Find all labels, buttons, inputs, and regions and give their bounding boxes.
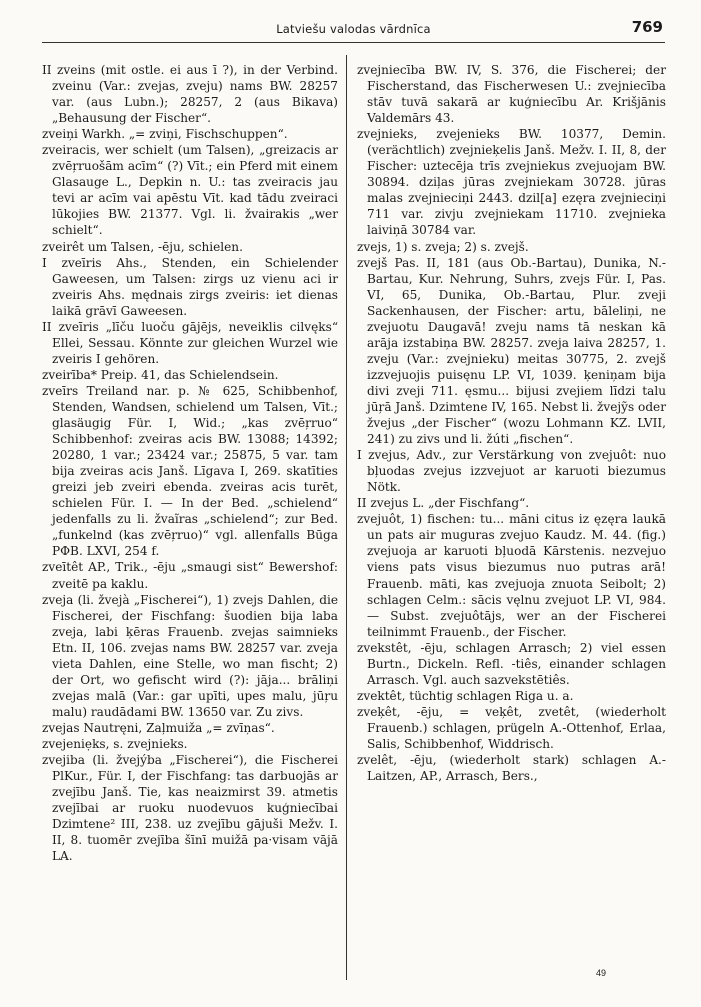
entry: zvelêt, -ēju, (wiederholt stark) schlagen A.-Laitzen, AP., Arrasch, Bers., [357,753,666,784]
running-header [42,18,665,40]
entry: I zvejus, Adv., zur Verstärkung von zvejuôt: nuo bļuodas zvejus izzvejuot ar karuoti biezumus Nötk. [357,448,666,495]
signature-mark: 49 [596,968,607,978]
entry: zvejniecība BW. IV, S. 376, die Fischerei; der Fischerstand, das Fischerwesen U.: zvejniecība stāv tuvā sakarā ar kuģniecību Ar. Krišjānis Valdemārs 43. [357,63,666,126]
entry: zvejiba (li. žvejýba „Fischerei“), die Fischerei PlKur., Für. I, der Fischfang: tas darbuojās ar zvejību Janš. Tie, kas neaizmirst 39. atmetis zvejībai ar ruoku nuodevuos kuģniecībai Dzimtene² III, 238. uz zvejību gājuši Mežv. I. II, 8. tuomēr zvejība šīnī muižā pa·visam vājā LA. [42,753,338,864]
entry: II zvejus L. „der Fischfang“. [357,496,530,511]
entry: II zveins (mit ostle. ei aus ī ?), in der Verbind. zveinu (Var.: zvejas, zveju) nams BW. 28257 var. (aus Lubn.); 28257, 2 (aus Bikava) „Behausung der Fischer“. [42,63,338,126]
entry: zvekstêt, -ēju, schlagen Arrasch; 2) viel essen Burtn., Dickeln. Refl. -tiês, einander schlagen Arrasch. Vgl. auch sazvekstētiês. [357,640,666,687]
entry: zveķêt, -ēju, = veķêt, zvetêt, (wiederholt Frauenb.) schlagen, prügeln A.-Ottenhof, Erlaa, Salis, Schibbenhof, Widdrisch. [357,704,666,751]
entry: zveja (li. žvejà „Fischerei“), 1) zvejs Dahlen, die Fischerei, der Fischfang: šuodien bija laba zveja, labi ķēras Frauenb. zvejas saimnieks Etn. II, 106. zvejas nams BW. 28257 var. zveja vieta Dahlen, eine Stelle, wo man fischt; 2) der Ort, wo gefischt wird (?): jāja... brāliņi zvejas malā (Var.: gar upīti, upes malu, jūŗu malu) raudādami BW. 13650 var. Zu zivs. [42,592,338,719]
entry: zveiracis, wer schielt (um Talsen), „greizacis ar zvēŗruošām acīm“ (?) Vīt.; ein Pferd mit einem Glasauge L., Depkin n. U.: tas zveiracis jau tevi ar acīm vai apēstu Vīt. kad tādu zveiraci lūkojies BW. 21377. Vgl. li. žvairakis „wer schielt“. [42,143,338,238]
dictionary-title: Latviešu valodas vārdnīca [276,22,431,36]
entry: zveītêt AP., Trik., -ēju „smaugi sist“ Bewershof: zveitē pa kaklu. [42,560,338,591]
header-rule [42,42,665,43]
entry: zvejnieks, zvejenieks BW. 10377, Demin. (verächtlich) zvejnieķelis Janš. Mežv. I. II, 8, der Fischer: uztecēja trīs zvejniekus zvejuojam BW. 30894. dziļas jūras zvejniekam 30728. jūras malas zvejnieciņi 2443. dzil[a] ezęra zvejnieciņi 711 var. zivju zvejniekam 11710. zvejnieka laiviņā 30784 var. [357,127,666,238]
entry: zveīrs Treiland nar. p. № 625, Schibbenhof, Stenden, Wandsen, schielend um Talsen, Vīt.; glasäugig Für. I, Wid.; „kas zvēŗruo“ Schibbenhof: zveiras acis BW. 13088; 14392; 20280, 1 var.; 23424 var.; 25875, 5 var. tam bija zveiras acis Janš. Līgava I, 269. skatīties greizi jeb zveiri ebenda. zveiras acis turēt, schielen Für. I. — In der Bed. „schielend“ jedenfalls zu li. žvaĩras „schielend“; zur Bed. „funkelnd (kas zvēŗruo)“ vgl. allenfalls Būga PΦB. LXVI, 254 f. [42,383,338,559]
column-divider [346,55,347,980]
entry: I zveīris Ahs., Stenden, ein Schielender Gaweesen, um Talsen: zirgs uz vienu aci ir zveiris Ahs. mędnais zirgs zveiris: iet dienas laikā grāvī Gaweesen. [42,255,338,318]
right-column [357,62,666,784]
entry: zveirība* Preip. 41, das Schielendsein. [42,367,279,382]
entry: zvektêt, tüchtig schlagen Riga u. a. [357,688,574,703]
page-number: 769 [631,18,663,36]
entry: zvejuôt, 1) fischen: tu... māni citus iz ęzęra laukā un pats air muguras zvejuo Kaudz. M. 44. (fig.) zvejuoja ar karuoti bļuodā Kārstenis. nezvejuo viens pats visus biezumus nuo putras arā! Frauenb. māti, kas zvejuoja znuota Seibolt; 2) schlagen Celm.: sācis vęlnu zvejuot LP. VI, 984. — Subst. zvejuôtājs, wer an der Fischerei teilnimmt Frauenb., der Fischer. [357,512,666,639]
entry: zvejs, 1) s. zveja; 2) s. zvejš. [357,239,529,254]
entry: zvejeniẹks, s. zvejnieks. [42,736,188,751]
entry: zveirêt um Talsen, -ēju, schielen. [42,239,243,254]
entry: zveiņi Warkh. „= zviņi, Fischschuppen“. [42,127,288,142]
entry: II zveīris „līču luoču gājējs, neveiklis cilvęks“ Ellei, Sessau. Könnte zur gleichen Wurzel wie zveiris I gehören. [42,319,338,366]
entry: zvejš Pas. II, 181 (aus Ob.-Bartau), Dunika, N.-Bartau, Kur. Nehrung, Suhrs, zvejs Für. I, Pas. VI, 65, Dunika, Ob.-Bartau, Plur. zveji Sackenhausen, der Fischer: artu, bāleliņi, ne zvejuotu Daugavā! zveju nams tā neskan kā arāja izstabiņa BW. 28257. zveja laiva 28257, 1. zveju (Var.: zvejnieku) meitas 30775, 2. zvejš izzvejuojis puisęnu LP. VI, 1039. ķeniņam bija divi zveji 711. ęsmu... bijusi zvejiem līdzi talu jūŗā Janš. Dzimtene IV, 165. Nebst li. žvejỹs oder žvejus „der Fischer“ (wozu Lohmann KZ. LVII, 241) zu zivs und li. žúti „fischen“. [357,255,666,447]
left-column [42,62,338,864]
entry: zvejas Nautręni, Zaļmuiža „= zvīņas“. [42,720,275,735]
